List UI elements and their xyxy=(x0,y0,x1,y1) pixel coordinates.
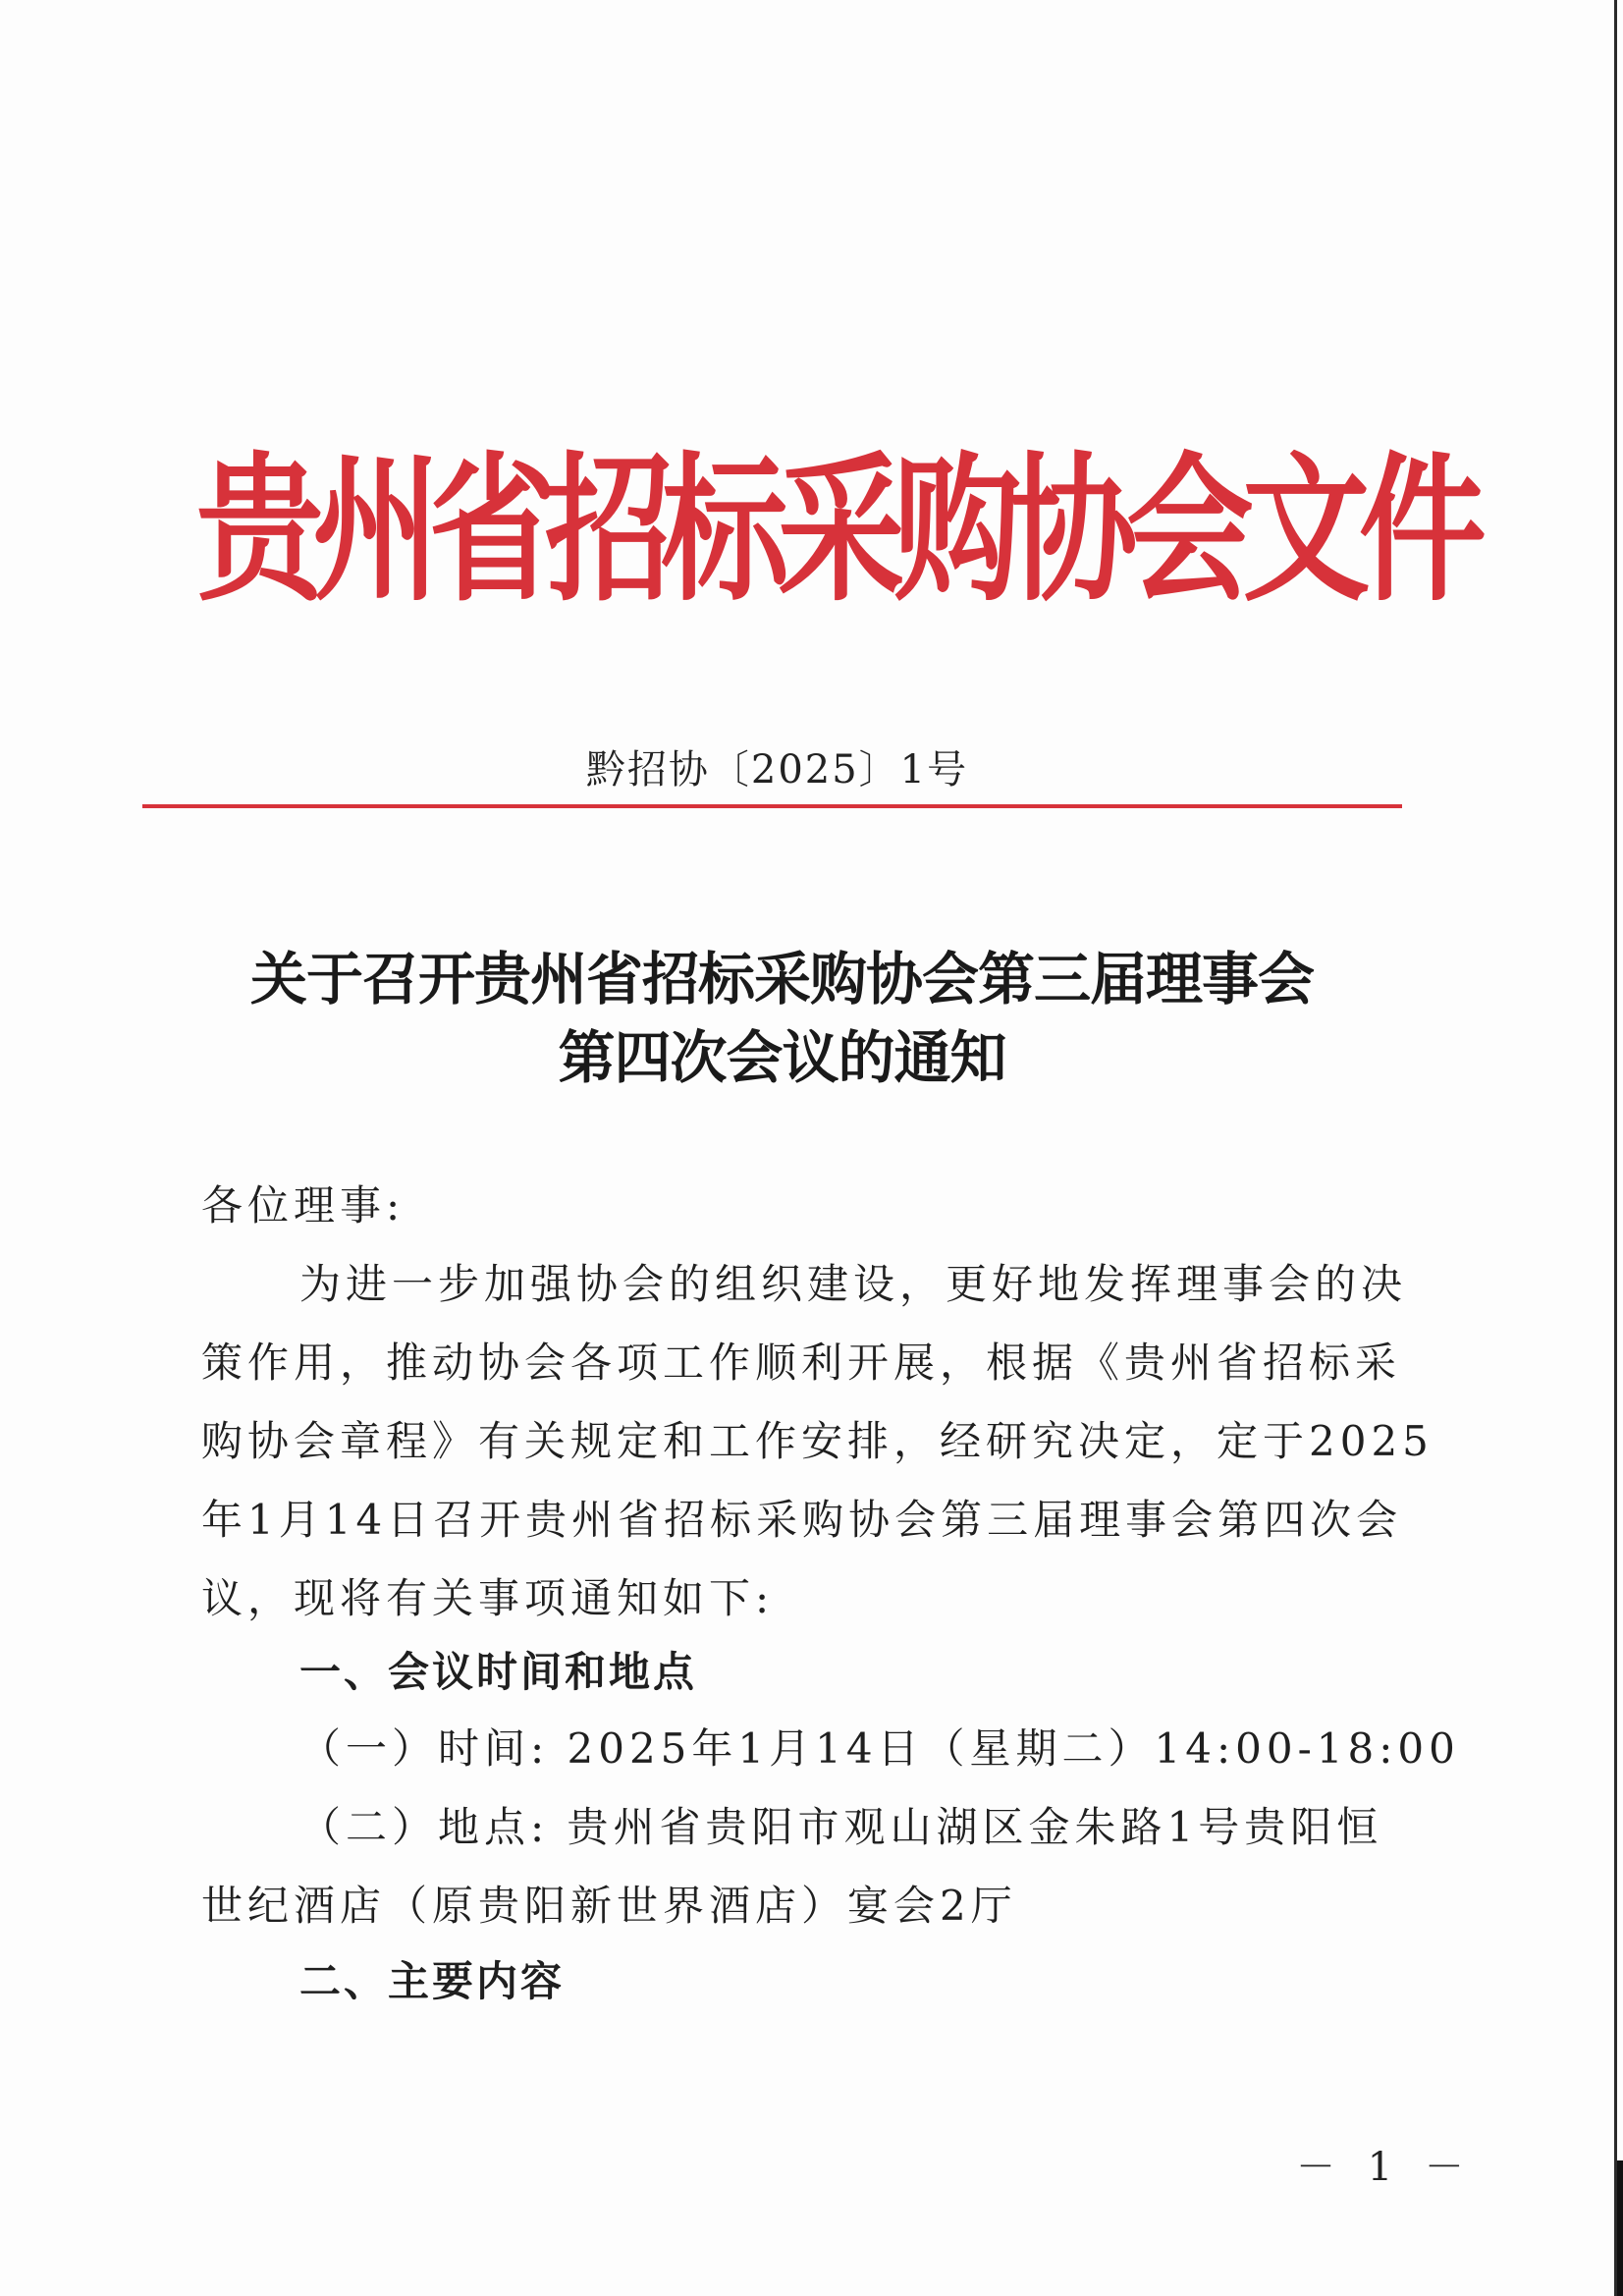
paragraph-line: 议，现将有关事项通知如下: xyxy=(201,1574,775,1622)
meeting-time: （一）时间: 2025年1月14日（星期二）14:00-18:00 xyxy=(299,1724,1460,1773)
section-heading-2: 二、主要内容 xyxy=(299,1957,566,2005)
document-number: 黔招协〔2025〕1号 xyxy=(585,747,969,793)
paragraph-line: 为进一步加强协会的组织建设，更好地发挥理事会的决 xyxy=(299,1260,1408,1308)
notice-title-line-2: 第四次会议的通知 xyxy=(558,1024,1006,1091)
page-number: － 1 － xyxy=(1296,2145,1474,2190)
meeting-location-line-2: 世纪酒店（原贵阳新世界酒店）宴会2厅 xyxy=(201,1882,1017,1930)
meeting-location-line-1: （二）地点: 贵州省贵阳市观山湖区金朱路1号贵阳恒 xyxy=(299,1803,1383,1851)
scan-edge-dark xyxy=(1617,2160,1623,2296)
paragraph-line: 购协会章程》有关规定和工作安排，经研究决定，定于2025 xyxy=(201,1417,1434,1465)
scan-edge xyxy=(1614,0,1617,2296)
red-divider-line xyxy=(142,804,1402,808)
salutation: 各位理事: xyxy=(201,1181,406,1230)
issuing-organization-title: 贵州省招标采购协会文件 xyxy=(196,437,1476,624)
paragraph-line: 年1月14日召开贵州省招标采购协会第三届理事会第四次会 xyxy=(201,1496,1403,1544)
section-heading-1: 一、会议时间和地点 xyxy=(299,1648,698,1696)
notice-title-line-1: 关于召开贵州省招标采购协会第三届理事会 xyxy=(249,946,1314,1012)
paragraph-line: 策作用，推动协会各项工作顺利开展，根据《贵州省招标采 xyxy=(201,1339,1402,1387)
